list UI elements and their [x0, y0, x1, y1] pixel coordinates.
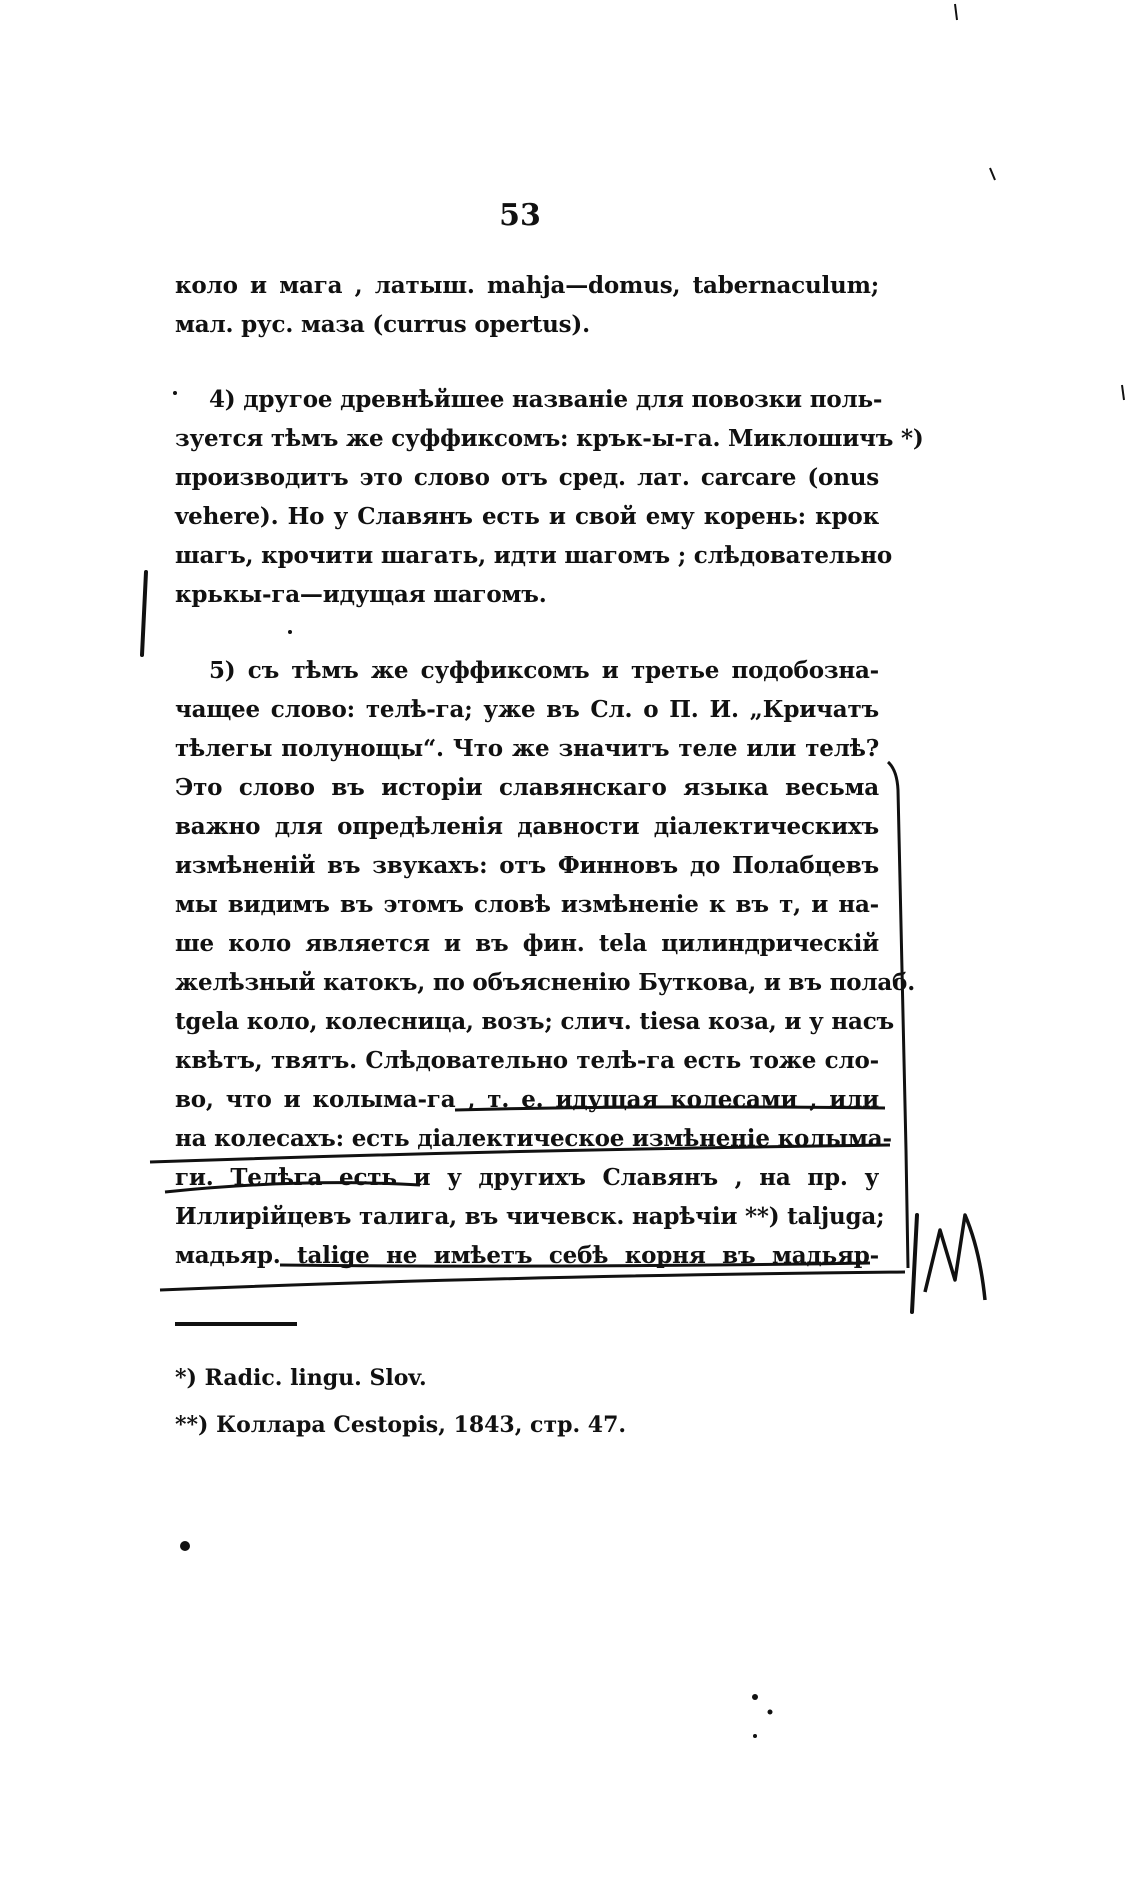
- footnote-1: *) Radic. lingu. Slov.: [175, 1365, 427, 1391]
- margin-tick: [1122, 385, 1124, 400]
- text-line: на колесахъ: есть діалектическое измѣненіе колыма-: [175, 1125, 892, 1152]
- text-line: мы видимъ въ этомъ словѣ измѣненіе к въ т, и на-: [175, 891, 879, 918]
- text-line: желѣзный катокъ, по объясненію Буткова, и въ полаб.: [175, 969, 916, 996]
- text-line: коло и мага , латыш. mahja—domus, tabernaculum;: [175, 272, 879, 299]
- text-line: мал. рус. маза (currus opertus).: [175, 311, 590, 338]
- text-line: важно для опредѣленія давности діалектическихъ: [175, 813, 879, 840]
- bracket-right: [888, 762, 908, 1268]
- ink-speck: [752, 1694, 758, 1700]
- underline-2: [150, 1145, 890, 1162]
- underline-1: [455, 1107, 885, 1110]
- text-line: Это слово въ исторіи славянскаго языка весьма: [175, 774, 879, 801]
- text-line: мадьяр. talige не имѣетъ себѣ корня въ мадьяр-: [175, 1242, 879, 1269]
- text-line: производитъ это слово отъ сред. лат. carcare (onus: [175, 464, 879, 491]
- text-line: 5) съ тѣмъ же суффиксомъ и третье подобозна-: [209, 657, 879, 684]
- ink-speck: [768, 1710, 773, 1715]
- text-line: Иллирійцевъ талига, въ чичевск. нарѣчіи **) taljuga;: [175, 1203, 885, 1230]
- strikethrough-line: [280, 1263, 870, 1266]
- ink-speck: [288, 630, 292, 634]
- text-line: tgela коло, колесница, возъ; слич. tiesa коза, и у насъ: [175, 1008, 894, 1035]
- handwritten-mark: [925, 1215, 985, 1300]
- text-line: тѣлегы полунощы“. Что же значитъ теле или телѣ?: [175, 735, 879, 762]
- text-line: vehere). Но у Славянъ есть и свой ему корень: крок: [175, 503, 879, 530]
- margin-bar-left: [142, 572, 146, 655]
- ink-speck: [173, 391, 177, 395]
- margin-bar-right: [912, 1215, 917, 1312]
- text-line: измѣненій въ звукахъ: отъ Финновъ до Полабцевъ: [175, 852, 879, 879]
- margin-tick: [955, 4, 957, 20]
- text-line: 4) другое древнѣйшее названіе для повозки поль-: [209, 386, 883, 413]
- text-line: ше коло является и въ фин. tela цилиндрическій: [175, 930, 879, 957]
- margin-tick: [990, 168, 995, 180]
- text-line: чащее слово: телѣ-га; уже въ Сл. о П. И. „Кричатъ: [175, 696, 879, 723]
- footnote-2: **) Коллара Cestopis, 1843, стр. 47.: [175, 1412, 627, 1438]
- text-line: зуется тѣмъ же суффиксомъ: крък-ы-га. Миклошичъ *): [175, 425, 924, 452]
- ink-speck: [180, 1541, 190, 1551]
- text-line: крькы-га—идущая шагомъ.: [175, 581, 547, 608]
- text-line: квѣтъ, твятъ. Слѣдовательно телѣ-га есть тоже сло-: [175, 1047, 879, 1074]
- text-line: во, что и колыма-га , т. е. идущая колесами , или: [175, 1086, 879, 1113]
- text-line: ги. Телѣга есть и у другихъ Славянъ , на пр. у: [175, 1164, 879, 1191]
- underline-4: [160, 1272, 905, 1290]
- text-line: шагъ, крочити шагать, идти шагомъ ; слѣдовательно: [175, 542, 893, 569]
- page-number: 53: [499, 198, 541, 233]
- underline-3: [165, 1183, 420, 1192]
- ink-speck: [753, 1734, 757, 1738]
